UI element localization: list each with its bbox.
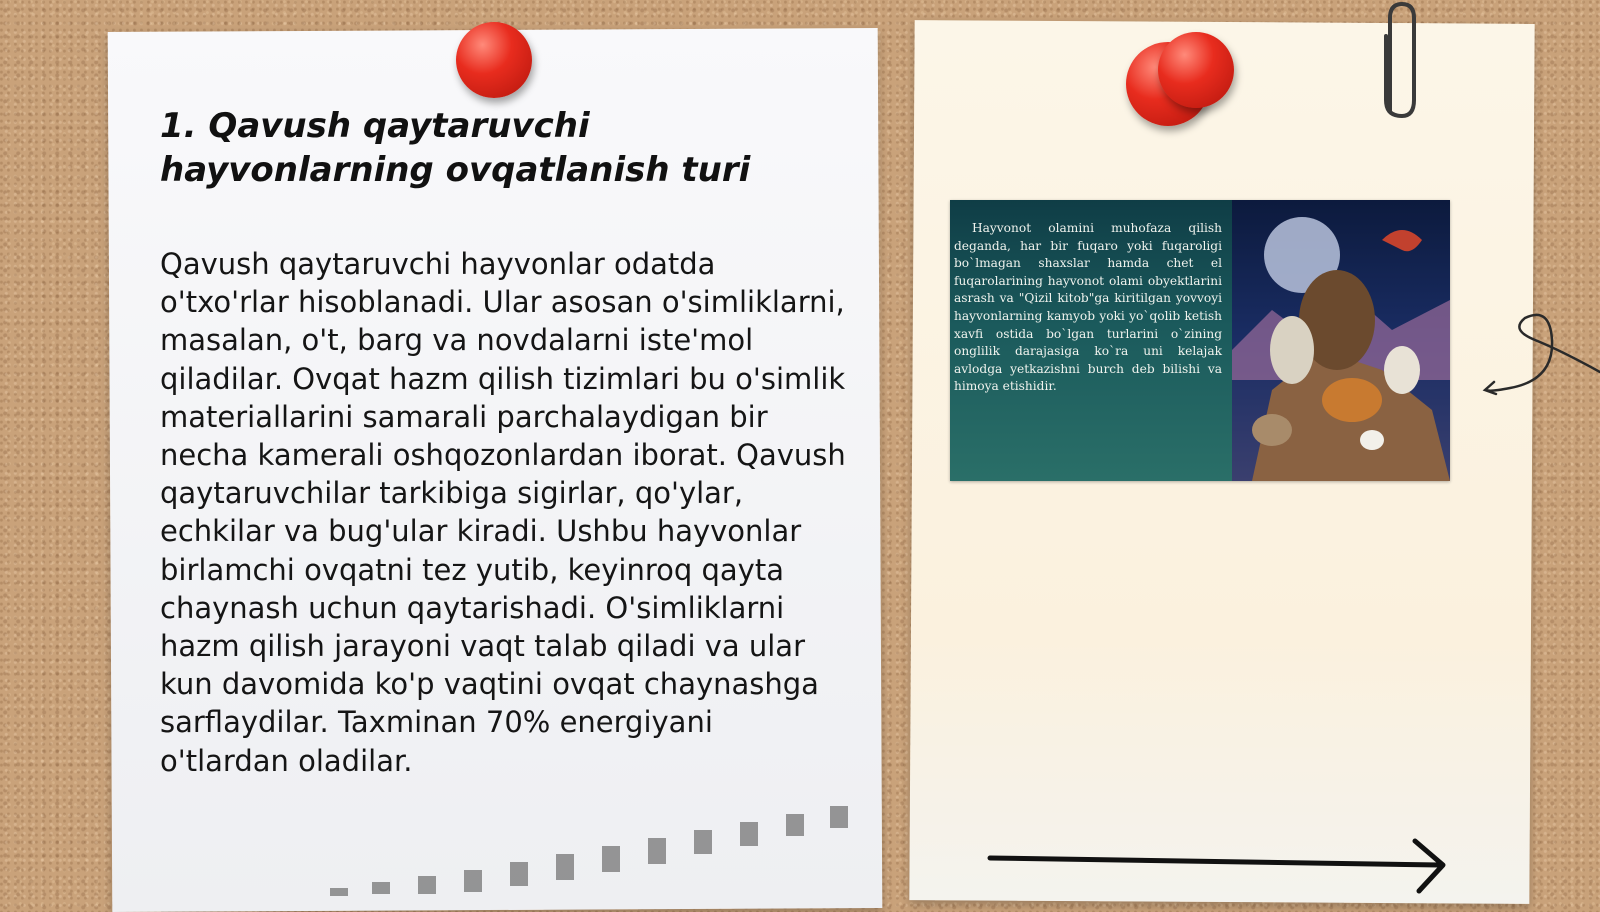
paper-clip-icon <box>1372 0 1422 125</box>
loop-arrow-icon <box>1480 310 1600 410</box>
animals-illustration-art <box>1232 200 1450 481</box>
wildlife-book-image <box>950 200 1450 481</box>
push-pin-icon <box>456 22 532 98</box>
animals-illustration <box>1232 200 1450 481</box>
slide-body-text: Qavush qaytaruvchi hayvonlar odatda o'txo'rlar hisoblanadi. Ular asosan o'simliklarni, masalan, o't, barg va novdalarni iste'mol qiladilar. Ovqat hazm qilish tizimlari bu o'simlik materiallarini samarali parchalaydigan bir necha kamerali oshqozonlardan iborat. Qavush qaytaruvchilar tarkibiga sigirlar, qo'ylar, echkilar va bug'ular kiradi. Ushbu hayvonlar birlamchi ovqatni tez yutib, keyinroq qayta chaynash uchun qaytarishadi. O'simliklarni hazm qilish jarayoni vaqt talab qiladi va ular kun davomida ko'p vaqtini ovqat chaynashga sarflaydilar. Taxminan 70% energiyani o'tlardan oladilar. <box>160 247 846 778</box>
torn-paper-edge <box>330 800 870 900</box>
push-pin-icon <box>1158 32 1234 108</box>
image-caption: Hayvonot olamini muhofaza qilish deganda, har bir fuqaro yoki fuqaroligi bo`lmagan shaxslar hamda chet el fuqarolarining hayvonot olami obyektlarini asrash va "Qizil kitob"ga kiritilgan yovvoyi hayvonlarning kamyob yoki yo`qolib ketish xavfi ostida bo`lgan turlarini o`zining onglilik darajasiga ko`ra uni kelajak avlodga yetkazishni burch deb bilishi va himoya etishidir. <box>954 221 1222 394</box>
arrow-right-icon <box>985 835 1450 895</box>
image-text-panel <box>950 200 1232 481</box>
slide-title: 1. Qavush qaytaruvchi hayvonlarning ovqatlanish turi <box>160 106 751 190</box>
